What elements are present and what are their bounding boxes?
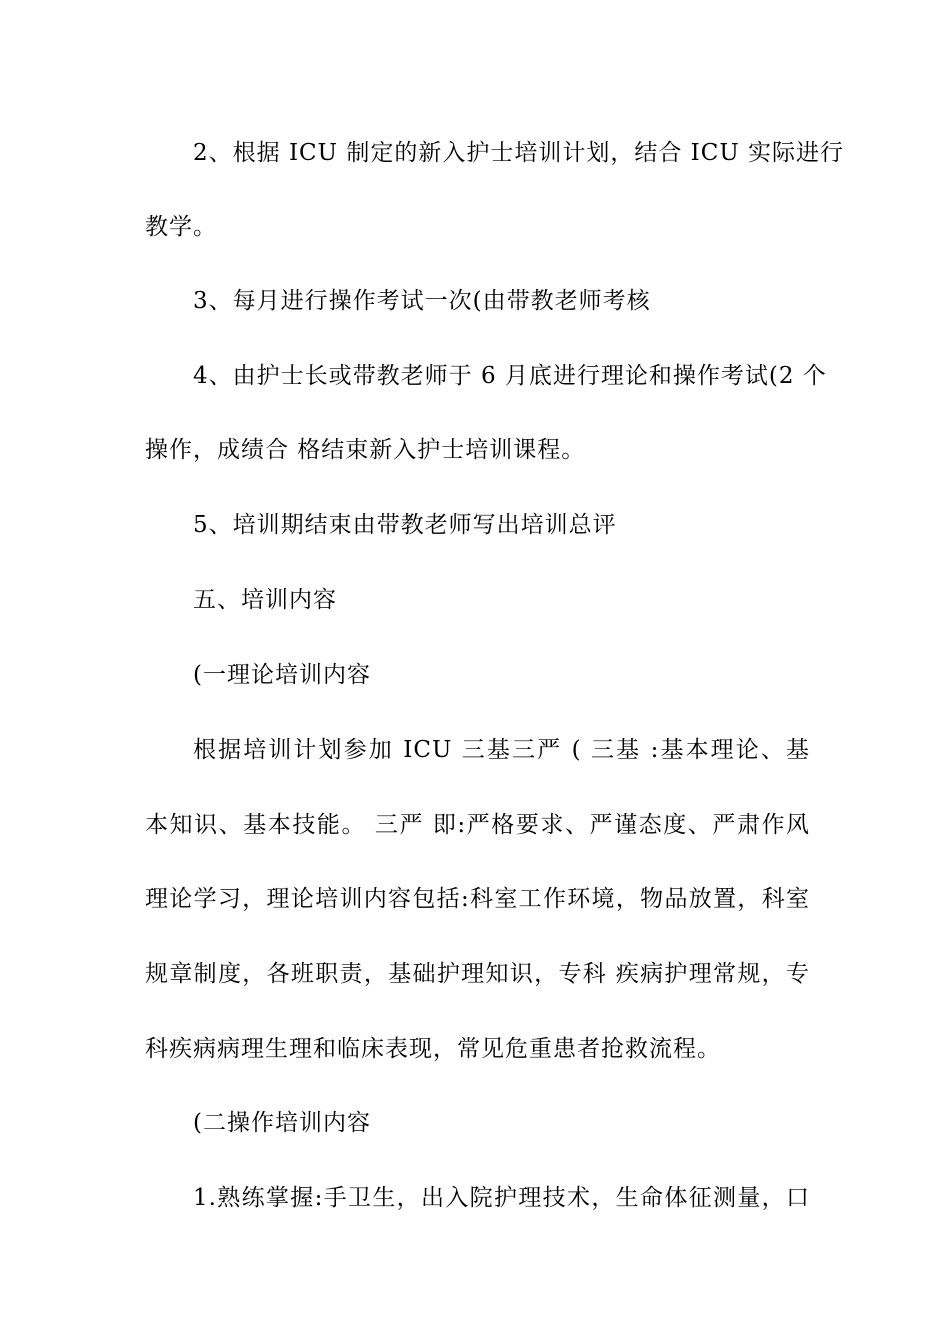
- paragraph-line: 1.熟练掌握:手卫生，出入院护理技术，生命体征测量，口: [193, 1185, 810, 1211]
- subsection-heading: (二操作培训内容: [193, 1110, 371, 1136]
- paragraph-line: 科疾病病理生理和临床表现，常见危重患者抢救流程。: [145, 1036, 721, 1062]
- paragraph-line: 规章制度，各班职责，基础护理知识，专科 疾病护理常规，专: [145, 961, 810, 987]
- paragraph-line: 操作，成绩合 格结束新入护士培训课程。: [145, 437, 586, 463]
- paragraph-line: 3、每月进行操作考试一次(由带教老师考核: [193, 288, 651, 314]
- paragraph-line: 5、培训期结束由带教老师写出培训总评: [193, 512, 617, 538]
- paragraph-line: 本知识、基本技能。 三严 即:严格要求、严谨态度、严肃作风: [145, 812, 810, 838]
- paragraph-line: 理论学习，理论培训内容包括:科室工作环境，物品放置，科室: [145, 886, 810, 912]
- section-heading: 五、培训内容: [193, 587, 337, 613]
- paragraph-line: 4、由护士长或带教老师于 6 月底进行理论和操作考试(2 个: [193, 363, 827, 389]
- paragraph-line: 教学。: [145, 214, 217, 240]
- paragraph-line: 根据培训计划参加 ICU 三基三严 ( 三基 :基本理论、基: [193, 737, 810, 763]
- paragraph-line: 2、根据 ICU 制定的新入护士培训计划，结合 ICU 实际进行: [193, 140, 845, 166]
- subsection-heading: (一理论培训内容: [193, 662, 371, 688]
